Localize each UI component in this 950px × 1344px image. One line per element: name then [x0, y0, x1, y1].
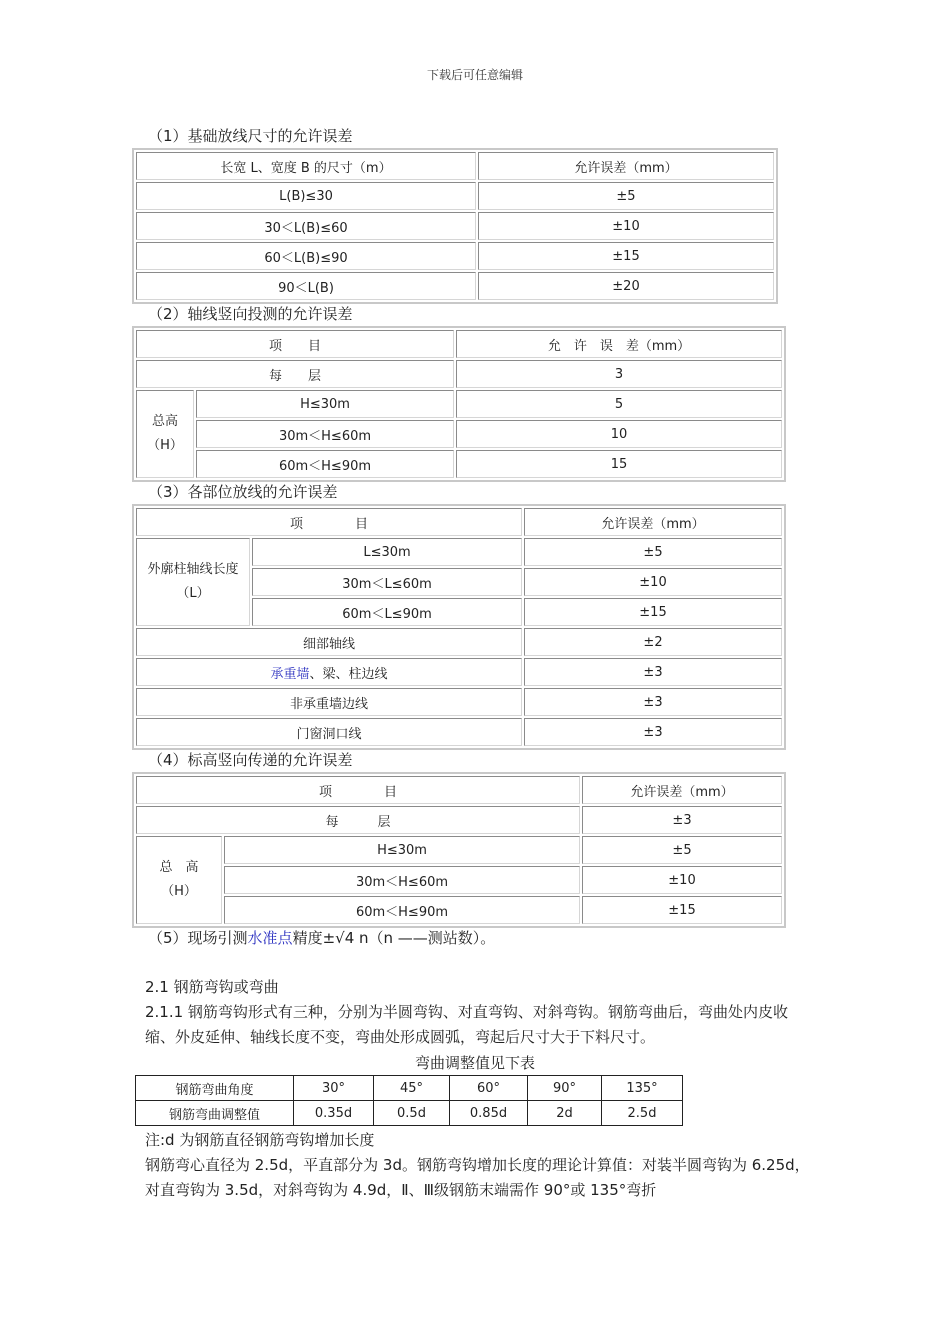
cell: ±5	[524, 538, 782, 566]
cell: 15	[456, 450, 782, 478]
bend-table-title: 弯曲调整值见下表	[414, 1054, 535, 1072]
cell: ±3	[524, 658, 782, 686]
group-label: 外廓柱轴线长度	[147, 562, 239, 577]
cell: ±3	[524, 718, 782, 746]
section2-caption: （2）轴线竖向投测的允许误差	[148, 305, 353, 323]
table-row	[136, 182, 774, 210]
cell-text: 、梁、柱边线	[309, 666, 388, 682]
cell: ±20	[478, 272, 774, 300]
cell: 30m＜L≤60m	[252, 568, 522, 596]
header-cell: 项 目	[136, 776, 580, 804]
table-header-row	[136, 776, 782, 804]
cell: 30°	[294, 1076, 374, 1101]
cell: L(B)≤30	[136, 182, 476, 210]
cell: ±3	[582, 806, 782, 834]
group-label: 总高	[151, 414, 178, 429]
header-cell: 长宽 L、宽度 B 的尺寸（m）	[136, 152, 476, 180]
table-row	[136, 1076, 683, 1101]
cell: 60°	[450, 1076, 528, 1101]
cell: 30m＜H≤60m	[224, 866, 580, 894]
table-row	[136, 450, 782, 478]
cell: 60m＜H≤90m	[224, 896, 580, 924]
table-row	[136, 658, 782, 686]
cell: ±10	[524, 568, 782, 596]
cell: 3	[456, 360, 782, 388]
section5-post: 精度±√4 n（n ——测站数）。	[292, 929, 496, 947]
load-bearing-wall-link[interactable]: 承重墙	[270, 666, 310, 682]
rebar-note: 注:d 为钢筋直径钢筋弯钩增加长度	[145, 1131, 375, 1149]
cell: 10	[456, 420, 782, 448]
cell: ±15	[524, 598, 782, 626]
table-header-row	[136, 330, 782, 358]
cell: 60＜L(B)≤90	[136, 242, 476, 270]
cell: 细部轴线	[136, 628, 522, 656]
table-row	[136, 866, 782, 894]
cell: ±5	[478, 182, 774, 210]
table-row	[136, 212, 774, 240]
cell: 2d	[528, 1101, 602, 1126]
group-label-cell	[136, 538, 250, 626]
table-row	[136, 420, 782, 448]
header-cell: 允 许 误 差（mm）	[456, 330, 782, 358]
group-label-unit: （H）	[161, 884, 197, 899]
header-cell: 项 目	[136, 508, 522, 536]
rebar-paragraph-2: 钢筋弯心直径为 2.5d，平直部分为 3d。钢筋弯钩增加长度的理论计算值：对装半圆弯钩为 6.25d，对直弯钩为 3.5d，对斜弯钩为 4.9d，Ⅱ、Ⅲ级钢筋末端需作 90°或 135°弯折	[145, 1156, 810, 1199]
header-cell: 项 目	[136, 330, 454, 358]
cell: 0.85d	[450, 1101, 528, 1126]
cell: 30m＜H≤60m	[196, 420, 454, 448]
cell: ±2	[524, 628, 782, 656]
table-row	[136, 242, 774, 270]
cell: 钢筋弯曲调整值	[136, 1101, 294, 1126]
cell: 135°	[602, 1076, 683, 1101]
cell: ±3	[524, 688, 782, 716]
benchmark-link[interactable]: 水准点	[247, 929, 293, 947]
table-elevation-tolerance	[132, 772, 786, 928]
table-row	[136, 390, 782, 418]
cell: 0.5d	[374, 1101, 450, 1126]
cell: 30＜L(B)≤60	[136, 212, 476, 240]
cell: 45°	[374, 1076, 450, 1101]
cell: 非承重墙边线	[136, 688, 522, 716]
cell: ±10	[582, 866, 782, 894]
cell: 0.35d	[294, 1101, 374, 1126]
group-label-cell	[136, 390, 194, 478]
page-header: 下载后可任意编辑	[426, 68, 523, 82]
cell: ±10	[478, 212, 774, 240]
section5-line	[148, 928, 495, 948]
table-header-row	[136, 152, 774, 180]
group-label-unit: （L）	[176, 586, 210, 601]
rebar-paragraph-1: 2.1.1 钢筋弯钩形式有三种，分别为半圆弯钩、对直弯钩、对斜弯钩。钢筋弯曲后，弯曲处内皮收缩、外皮延伸、轴线长度不变，弯曲处形成圆弧，弯起后尺寸大于下料尺寸。	[145, 1003, 788, 1046]
header-cell: 允许误差（mm）	[524, 508, 782, 536]
cell: 60m＜L≤90m	[252, 598, 522, 626]
table-row	[136, 896, 782, 924]
cell: 钢筋弯曲角度	[136, 1076, 294, 1101]
table-row	[136, 1101, 683, 1126]
cell: 5	[456, 390, 782, 418]
table-axis-tolerance	[132, 326, 786, 482]
group-label-unit: （H）	[147, 438, 183, 453]
section3-caption: （3）各部位放线的允许误差	[148, 483, 338, 501]
cell	[136, 658, 522, 686]
group-label-cell	[136, 836, 222, 924]
cell: H≤30m	[196, 390, 454, 418]
cell: 门窗洞口线	[136, 718, 522, 746]
header-cell: 允许误差（mm）	[478, 152, 774, 180]
table-row	[136, 360, 782, 388]
header-cell: 允许误差（mm）	[582, 776, 782, 804]
cell: L≤30m	[252, 538, 522, 566]
cell: 90°	[528, 1076, 602, 1101]
table-row	[136, 688, 782, 716]
cell: 2.5d	[602, 1101, 683, 1126]
table-position-tolerance	[132, 504, 786, 750]
table-header-row	[136, 508, 782, 536]
cell: H≤30m	[224, 836, 580, 864]
group-label: 总 高	[159, 860, 199, 875]
cell: ±15	[478, 242, 774, 270]
cell: ±15	[582, 896, 782, 924]
bend-adjustment-table	[135, 1075, 683, 1126]
section4-caption: （4）标高竖向传递的允许误差	[148, 751, 353, 769]
table-row	[136, 538, 782, 566]
table-row	[136, 272, 774, 300]
cell: 90＜L(B)	[136, 272, 476, 300]
section5-pre: （5）现场引测	[148, 929, 248, 947]
cell: ±5	[582, 836, 782, 864]
table-foundation-tolerance	[132, 148, 778, 304]
section1-caption: （1）基础放线尺寸的允许误差	[148, 127, 353, 145]
table-row	[136, 836, 782, 864]
cell: 60m＜H≤90m	[196, 450, 454, 478]
table-row	[136, 718, 782, 746]
cell: 每 层	[136, 806, 580, 834]
table-row	[136, 806, 782, 834]
rebar-section-title: 2.1 钢筋弯钩或弯曲	[145, 978, 279, 996]
cell: 每 层	[136, 360, 454, 388]
table-row	[136, 628, 782, 656]
